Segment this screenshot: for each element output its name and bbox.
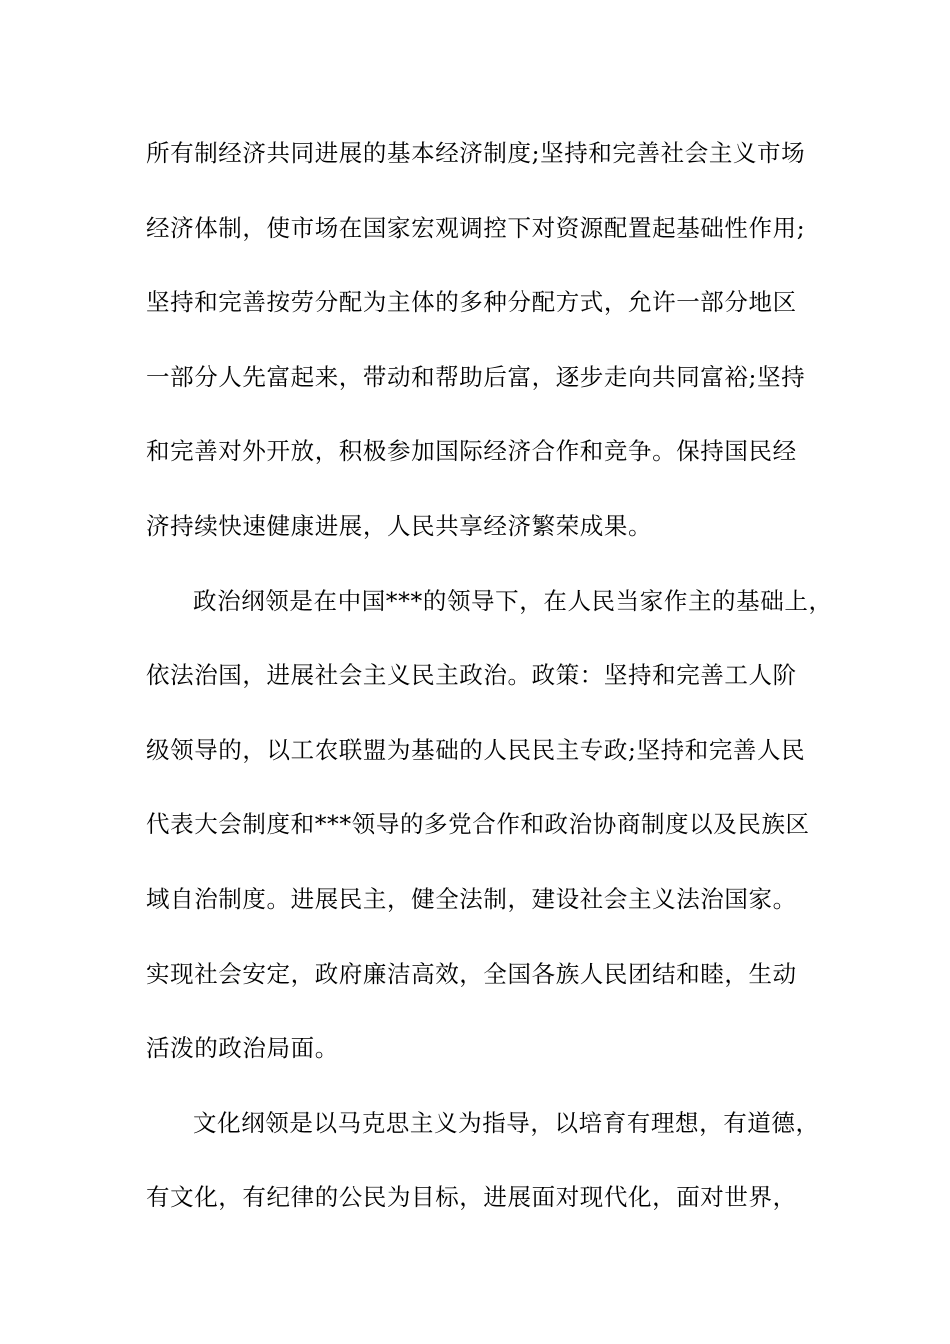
text-line-1: 所有制经济共同进展的基本经济制度;坚持和完善社会主义市场 (146, 139, 806, 167)
text-line-12: 实现社会安定，政府廉洁高效，全国各族人民团结和睦，生动 (146, 959, 797, 988)
text-line-15: 有文化，有纪律的公民为目标，进展面对现代化，面对世界， (146, 1183, 797, 1212)
document-body (146, 130, 836, 1249)
paragraph-political-start: 政治纲领是在中国***的领导下，在人民当家作主的基础上， (193, 586, 833, 615)
paragraph-cultural-start: 文化纲领是以马克思主义为指导，以培育有理想，有道德， (193, 1108, 820, 1137)
text-line-6: 济持续快速健康进展，人民共享经济繁荣成果。 (146, 511, 653, 540)
text-line-3: 坚持和完善按劳分配为主体的多种分配方式，允许一部分地区 (146, 288, 797, 317)
text-line-4: 一部分人先富起来，带动和帮助后富，逐步走向共同富裕;坚持 (146, 362, 806, 391)
text-line-13: 活泼的政治局面。 (146, 1034, 339, 1063)
text-line-8: 依法治国，进展社会主义民主政治。政策：坚持和完善工人阶 (146, 661, 797, 690)
text-line-9: 级领导的，以工农联盟为基础的人民民主专政;坚持和完善人民 (146, 735, 806, 764)
text-line-11: 域自治制度。进展民主，健全法制，建设社会主义法治国家。 (146, 884, 797, 913)
text-line-2: 经济体制，使市场在国家宏观调控下对资源配置起基础性作用; (146, 213, 806, 242)
text-line-5: 和完善对外开放，积极参加国际经济合作和竞争。保持国民经 (146, 437, 797, 466)
text-line-10: 代表大会制度和***领导的多党合作和政治协商制度以及民族区 (146, 810, 810, 839)
